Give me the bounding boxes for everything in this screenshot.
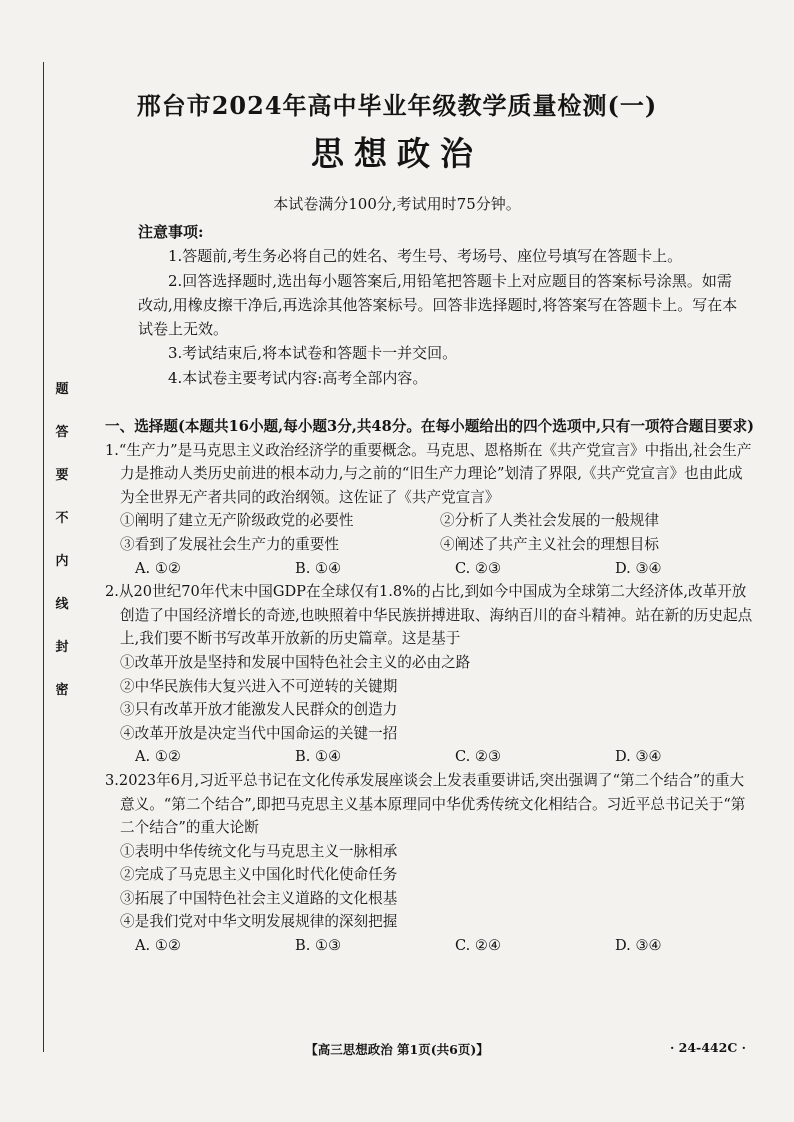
answer-choice: D. ③④ xyxy=(615,937,662,955)
notice-item: 4.本试卷主要考试内容:高考全部内容。 xyxy=(168,368,428,387)
question-stem: 2.从20世纪70年代末中国GDP在全球仅有1.8%的占比,到如今中国成为全球第二大经济体,改革开放创造了中国经济增长的奇迹,也映照着中华民族拼搏进取、海纳百川的奋斗精神。站在新的历史起点上,我们要不断书写改革开放新的历史篇章。这是基于 xyxy=(105,583,753,648)
subject-title: 思想政治 xyxy=(311,134,483,173)
statement: ④是我们党对中华文明发展规律的深刻把握 xyxy=(120,913,398,931)
answer-choice: B. ①③ xyxy=(295,937,342,955)
statement: ④改革开放是决定当代中国命运的关键一招 xyxy=(120,724,398,742)
footer-code: · 24-442C · xyxy=(669,1040,746,1055)
answer-choices xyxy=(105,934,755,958)
footer-page-info: 【高三思想政治 第1页(共6页)】 xyxy=(305,1042,489,1057)
question-2 xyxy=(105,580,755,769)
statement: ①表明中华传统文化与马克思主义一脉相承 xyxy=(120,842,398,860)
answer-choice: A. ①② xyxy=(135,937,181,955)
statement: ②中华民族伟大复兴进入不可逆转的关键期 xyxy=(120,677,398,695)
binding-char: 答 xyxy=(55,425,69,440)
statement: ③拓展了中国特色社会主义道路的文化根基 xyxy=(120,889,398,907)
binding-char: 题 xyxy=(55,382,69,397)
answer-choice: B. ①④ xyxy=(295,748,342,766)
questions xyxy=(105,415,755,958)
question-stem: 3.2023年6月,习近平总书记在文化传承发展座谈会上发表重要讲话,突出强调了“第二个结合”的重大意义。“第二个结合”,即把马克思主义基本原理同中华优秀传统文化相结合。习近平总书记关于“第二个结合”的重大论断 xyxy=(105,771,746,837)
question-1 xyxy=(105,439,755,581)
answer-choice: D. ③④ xyxy=(615,748,662,766)
exam-info: 本试卷满分100分,考试用时75分钟。 xyxy=(273,195,521,213)
notice-item: 1.答题前,考生务必将自己的姓名、考生号、考场号、座位号填写在答题卡上。 xyxy=(168,247,683,266)
statement: ②完成了马克思主义中国化时代化使命任务 xyxy=(120,866,398,884)
notice-item: 3.考试结束后,将本试卷和答题卡一并交回。 xyxy=(168,344,458,363)
notice-block xyxy=(138,220,738,390)
answer-choice: A. ①② xyxy=(135,559,181,577)
section-heading: 一、选择题(本题共16小题,每小题3分,共48分。在每小题给出的四个选项中,只有一项符合题目要求) xyxy=(105,418,754,435)
answer-choice: C. ②③ xyxy=(455,748,502,766)
statement: ④阐述了共产主义社会的理想目标 xyxy=(440,535,659,553)
question-3 xyxy=(105,769,755,958)
binding-char: 封 xyxy=(55,640,69,655)
statement: ①阐明了建立无产阶级政党的必要性 xyxy=(120,512,354,530)
answer-choices xyxy=(105,745,755,769)
binding-char: 不 xyxy=(55,511,69,526)
notice-heading: 注意事项: xyxy=(138,223,204,241)
answer-choice: A. ①② xyxy=(135,748,181,766)
binding-char: 要 xyxy=(55,468,69,483)
answer-choice: B. ①④ xyxy=(295,559,342,577)
binding-char: 内 xyxy=(55,554,69,569)
statement-list xyxy=(105,509,755,556)
answer-choice: D. ③④ xyxy=(615,559,662,577)
binding-char: 密 xyxy=(55,683,69,698)
answer-choice: C. ②④ xyxy=(455,937,502,955)
statement: ③只有改革开放才能激发人民群众的创造力 xyxy=(120,701,398,719)
answer-choices xyxy=(105,557,755,581)
question-stem: 1.“生产力”是马克思主义政治经济学的重要概念。马克思、恩格斯在《共产党宣言》中指出,社会生产力是推动人类历史前进的根本动力,与之前的“旧生产力理论”划清了界限,《共产党宣言》也由此成为全世界无产者共同的政治纲领。这佐证了《共产党宣言》 xyxy=(105,441,752,506)
exam-title: 邢台市2024年高中毕业年级教学质量检测(一) xyxy=(136,91,658,120)
statement: ②分析了人类社会发展的一般规律 xyxy=(440,512,659,530)
statement: ③看到了发展社会生产力的重要性 xyxy=(120,535,339,553)
answer-choice: C. ②③ xyxy=(455,559,502,577)
statement: ①改革开放是坚持和发展中国特色社会主义的必由之路 xyxy=(120,653,471,671)
binding-char: 线 xyxy=(55,597,69,612)
binding-warning xyxy=(52,378,72,698)
notice-item: 2.回答选择题时,选出每小题答案后,用铅笔把答题卡上对应题目的答案标号涂黑。如需改动,用橡皮擦干净后,再选涂其他答案标号。回答非选择题时,将答案写在答题卡上。写在本试卷上无效。 xyxy=(138,271,738,339)
